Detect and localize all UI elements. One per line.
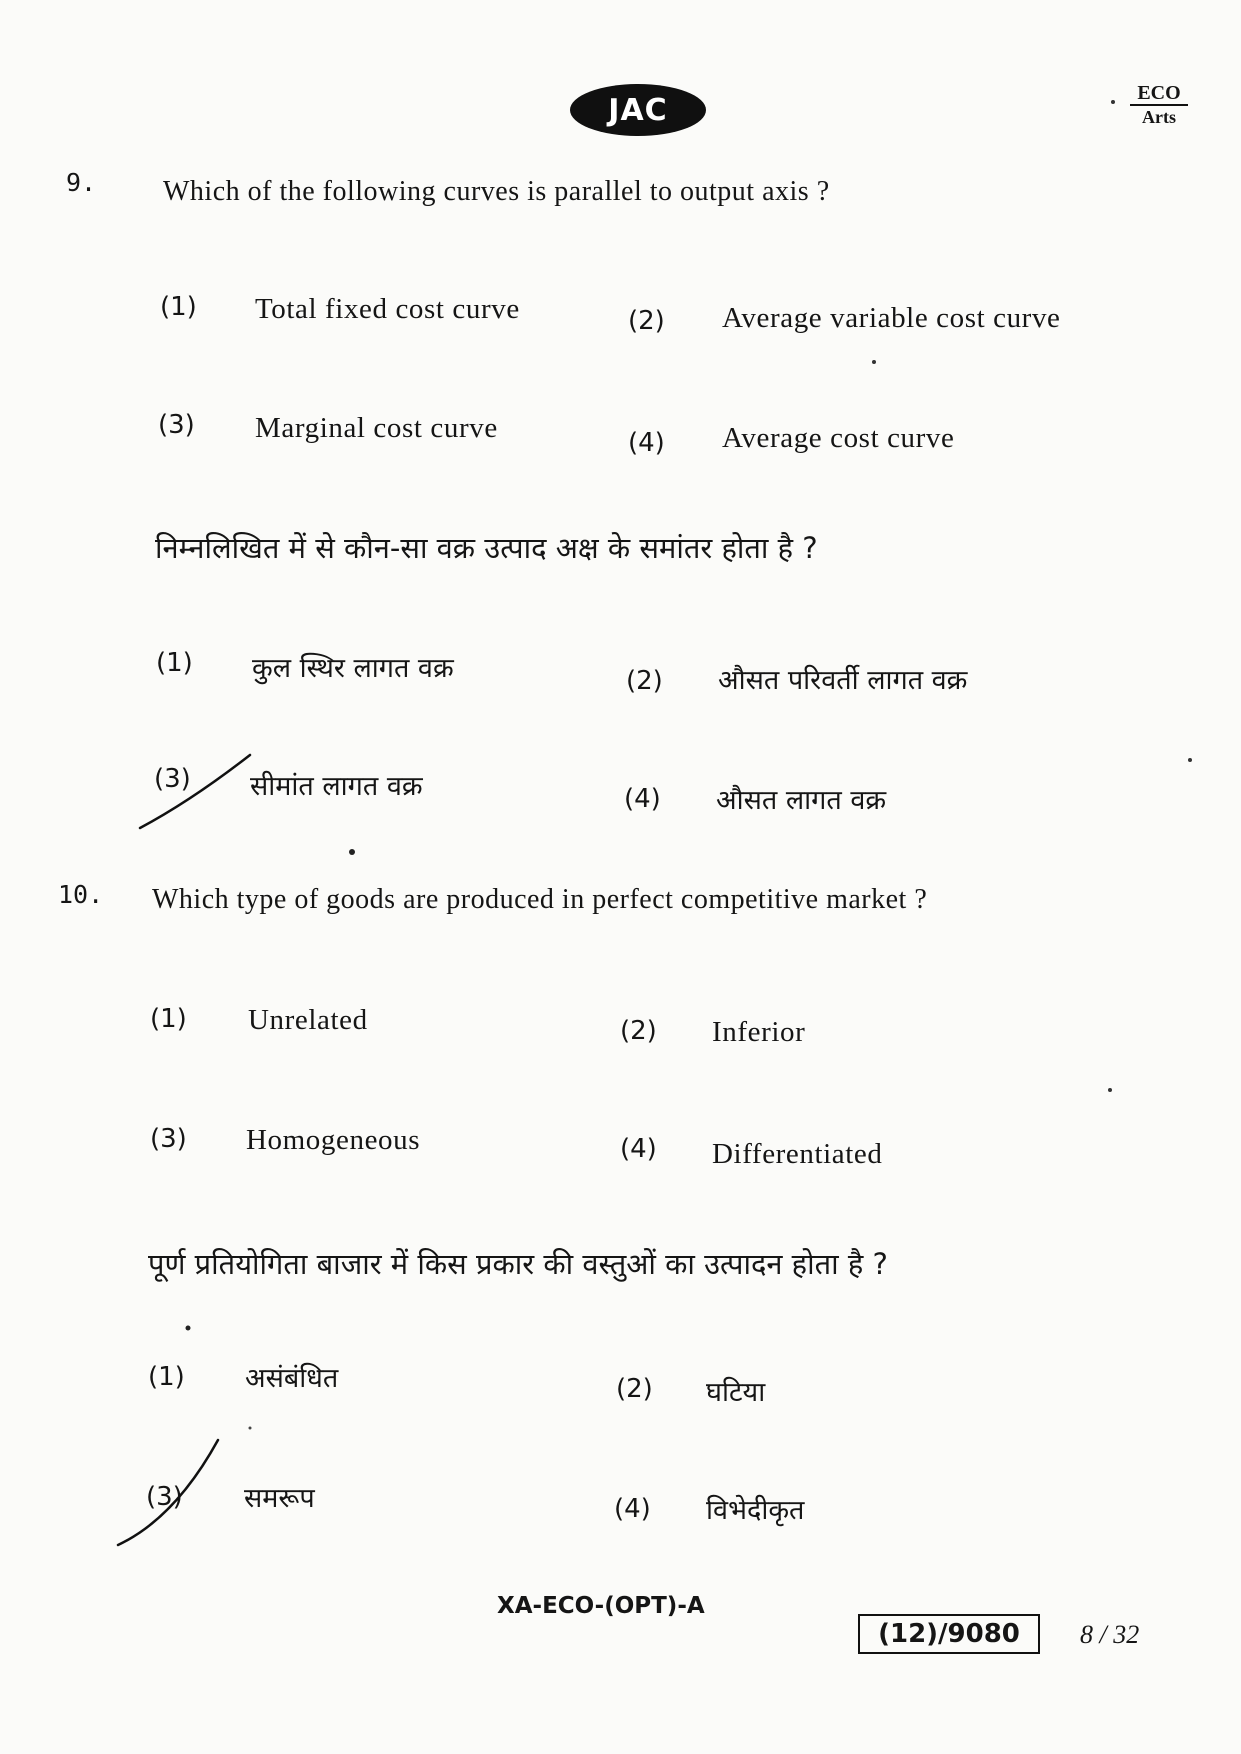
subject-stamp-top: ECO	[1130, 82, 1188, 106]
paper-code: XA-ECO-(OPT)-A	[497, 1593, 705, 1619]
q10-hi-option-2-text: घटिया	[706, 1377, 766, 1408]
q10-option-3-number: (3)	[150, 1124, 187, 1154]
q9-option-1-number: (1)	[160, 292, 197, 322]
q9-option-4-number: (4)	[628, 428, 665, 458]
q9-hi-option-1-number: (1)	[156, 648, 193, 678]
speck	[1108, 1088, 1112, 1092]
q10-option-2-number: (2)	[620, 1016, 657, 1046]
q9-hi-option-3-number: (3)	[154, 764, 191, 794]
speck	[1111, 100, 1115, 104]
q9-hi-option-2-text: औसत परिवर्ती लागत वक्र	[718, 665, 968, 696]
question-10-text-en: Which type of goods are produced in perfect competitive market ?	[152, 884, 928, 915]
logo-text: JAC	[608, 92, 668, 128]
question-9-text-hi: निम्नलिखित में से कौन-सा वक्र उत्पाद अक्ष के समांतर होता है ?	[155, 531, 818, 565]
q10-option-2-text: Inferior	[712, 1016, 806, 1048]
question-10-text-hi: पूर्ण प्रतियोगिता बाजार में किस प्रकार की वस्तुओं का उत्पादन होता है ?	[148, 1247, 888, 1281]
question-9-number: 9.	[66, 168, 97, 197]
paper-serial: (12)/9080	[878, 1619, 1020, 1649]
q10-option-1-text: Unrelated	[248, 1004, 368, 1036]
speck	[186, 1326, 191, 1331]
q9-option-2-number: (2)	[628, 306, 665, 336]
q10-hi-option-3-number: (3)	[146, 1482, 183, 1512]
q10-hi-option-1-text: असंबंधित	[245, 1363, 339, 1394]
subject-stamp-bottom: Arts	[1142, 107, 1176, 127]
q9-hi-option-4-number: (4)	[624, 784, 661, 814]
q9-hi-option-2-number: (2)	[626, 666, 663, 696]
q9-hi-option-1-text: कुल स्थिर लागत वक्र	[252, 653, 454, 684]
q10-hi-option-1-number: (1)	[148, 1362, 185, 1392]
q10-option-1-number: (1)	[150, 1004, 187, 1034]
q9-option-4-text: Average cost curve	[722, 422, 955, 454]
speck	[249, 1427, 252, 1430]
q10-hi-option-4-text: विभेदीकृत	[706, 1495, 805, 1526]
q10-hi-option-3-text: समरूप	[244, 1483, 315, 1514]
q9-option-2-text: Average variable cost curve	[722, 302, 1061, 334]
q10-option-4-number: (4)	[620, 1134, 657, 1164]
speck	[1188, 758, 1192, 762]
q10-hi-option-2-number: (2)	[616, 1374, 653, 1404]
subject-stamp	[1130, 82, 1188, 128]
jac-logo	[570, 84, 706, 136]
q10-option-4-text: Differentiated	[712, 1138, 883, 1170]
paper-serial-box	[858, 1614, 1040, 1654]
question-9-text-en: Which of the following curves is parallel to output axis ?	[163, 176, 830, 207]
q9-hi-option-4-text: औसत लागत वक्र	[716, 785, 887, 816]
speck	[349, 849, 355, 855]
q9-hi-option-3-text: सीमांत लागत वक्र	[250, 771, 423, 802]
q9-option-1-text: Total fixed cost curve	[255, 293, 520, 325]
q10-hi-option-4-number: (4)	[614, 1494, 651, 1524]
speck	[872, 360, 876, 364]
q9-option-3-text: Marginal cost curve	[255, 412, 498, 444]
question-10-number: 10.	[58, 880, 104, 909]
q10-option-3-text: Homogeneous	[246, 1124, 421, 1156]
q9-option-3-number: (3)	[158, 410, 195, 440]
page-number: 8 / 32	[1080, 1620, 1140, 1649]
